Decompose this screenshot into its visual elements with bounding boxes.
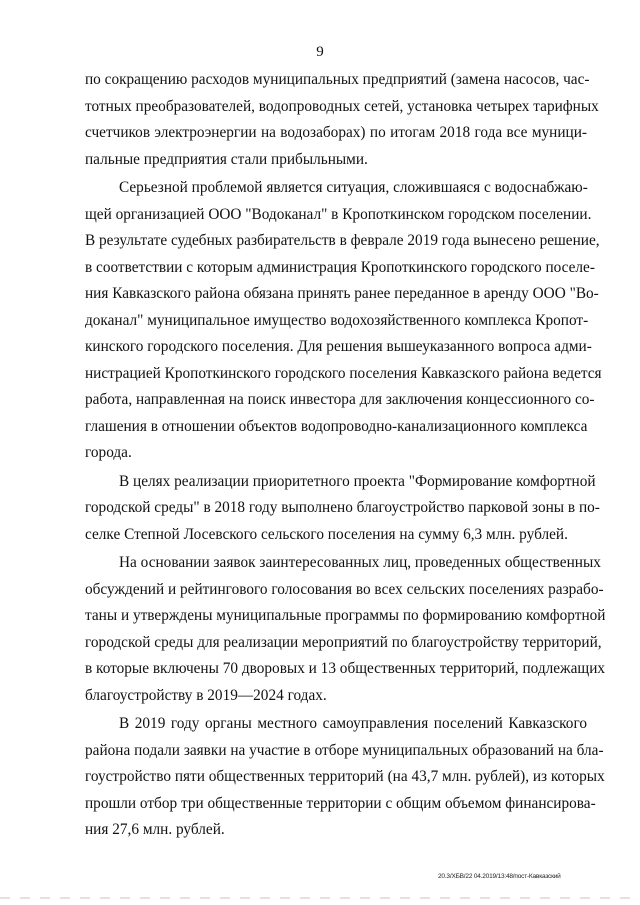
text-line: глашения в отношении объектов водопроводно-канализационного комплекса	[85, 417, 588, 435]
text-line: благоустройству в 2019—2024 годах.	[85, 686, 327, 704]
text-line: ния Кавказского района обязана принять ранее переданное в аренду ООО "Во-	[85, 285, 599, 302]
text-line: счетчиков электроэнергии на водозаборах) по итогам 2018 года все муници-	[85, 124, 587, 141]
page-number: 9	[316, 44, 324, 60]
text-line: в которые включены 70 дворовых и 13 общественных территорий, подлежащих	[85, 660, 606, 677]
text-line: прошли отбор три общественные территории с общим объемом финансирова-	[85, 794, 596, 812]
paragraph-3	[85, 469, 600, 549]
text-line: ния 27,6 млн. рублей.	[85, 821, 225, 838]
text-line: Серьезной проблемой является ситуация, сложившаяся с водоснабжаю-	[119, 179, 588, 196]
text-line: гоустройство пяти общественных территорий (на 43,7 млн. рублей), из которых	[85, 768, 605, 785]
document-body	[85, 67, 606, 846]
text-line: доканал" муниципальное имущество водохозяйственного комплекса Кропот-	[85, 311, 589, 329]
text-line: щей организацией ООО "Водоканал" в Кропоткинском городском поселении.	[85, 205, 592, 223]
text-line: нистрацией Кропоткинского городского поселения Кавказского района ведется	[85, 364, 602, 382]
paragraph-2	[85, 175, 602, 467]
text-line: тотных преобразователей, водопроводных сетей, установка четырех тарифных	[85, 97, 599, 115]
text-line: по сокращению расходов муниципальных предприятий (замена насосов, час-	[85, 71, 590, 88]
text-line: таны и утверждены муниципальные программы по формированию комфортной	[85, 607, 606, 624]
document-registration-stamp: 20.3/ХБВ/22 04.2019/13:48/пост-Кавказский	[438, 873, 561, 880]
text-line: в соответствии с которым администрация Кропоткинского городского поселе-	[85, 258, 595, 276]
text-line: В 2019 году органы местного самоуправления поселений Кавказского	[119, 715, 587, 732]
text-line: района подали заявки на участие в отборе муниципальных образований на бла-	[85, 741, 604, 759]
text-line: В результате судебных разбирательств в феврале 2019 года вынесено решение,	[85, 232, 600, 249]
text-line: На основании заявок заинтересованных лиц, проведенных общественных	[119, 554, 601, 571]
text-line: кинского городского поселения. Для решения вышеуказанного вопроса адми-	[85, 338, 592, 355]
scan-edge-divider	[0, 897, 640, 899]
text-line: городской среды" в 2018 году выполнено благоустройство парковой зоны в по-	[85, 499, 600, 516]
text-line: работа, направленная на поиск инвестора для заключения концессионного со-	[85, 391, 595, 408]
paragraph-1	[85, 67, 599, 173]
text-line: городской среды для реализации мероприятий по благоустройству территорий,	[85, 633, 602, 651]
text-line: селке Степной Лосевского сельского поселения на сумму 6,3 млн. рублей.	[85, 525, 568, 543]
text-line: пальные предприятия стали прибыльными.	[85, 150, 368, 168]
paragraph-4	[85, 550, 606, 709]
text-line: города.	[85, 444, 132, 461]
paragraph-5	[85, 711, 605, 844]
text-line: В целях реализации приоритетного проекта "Формирование комфортной	[119, 472, 596, 490]
text-line: обсуждений и рейтингового голосования во всех сельских поселениях разрабо-	[85, 580, 604, 598]
